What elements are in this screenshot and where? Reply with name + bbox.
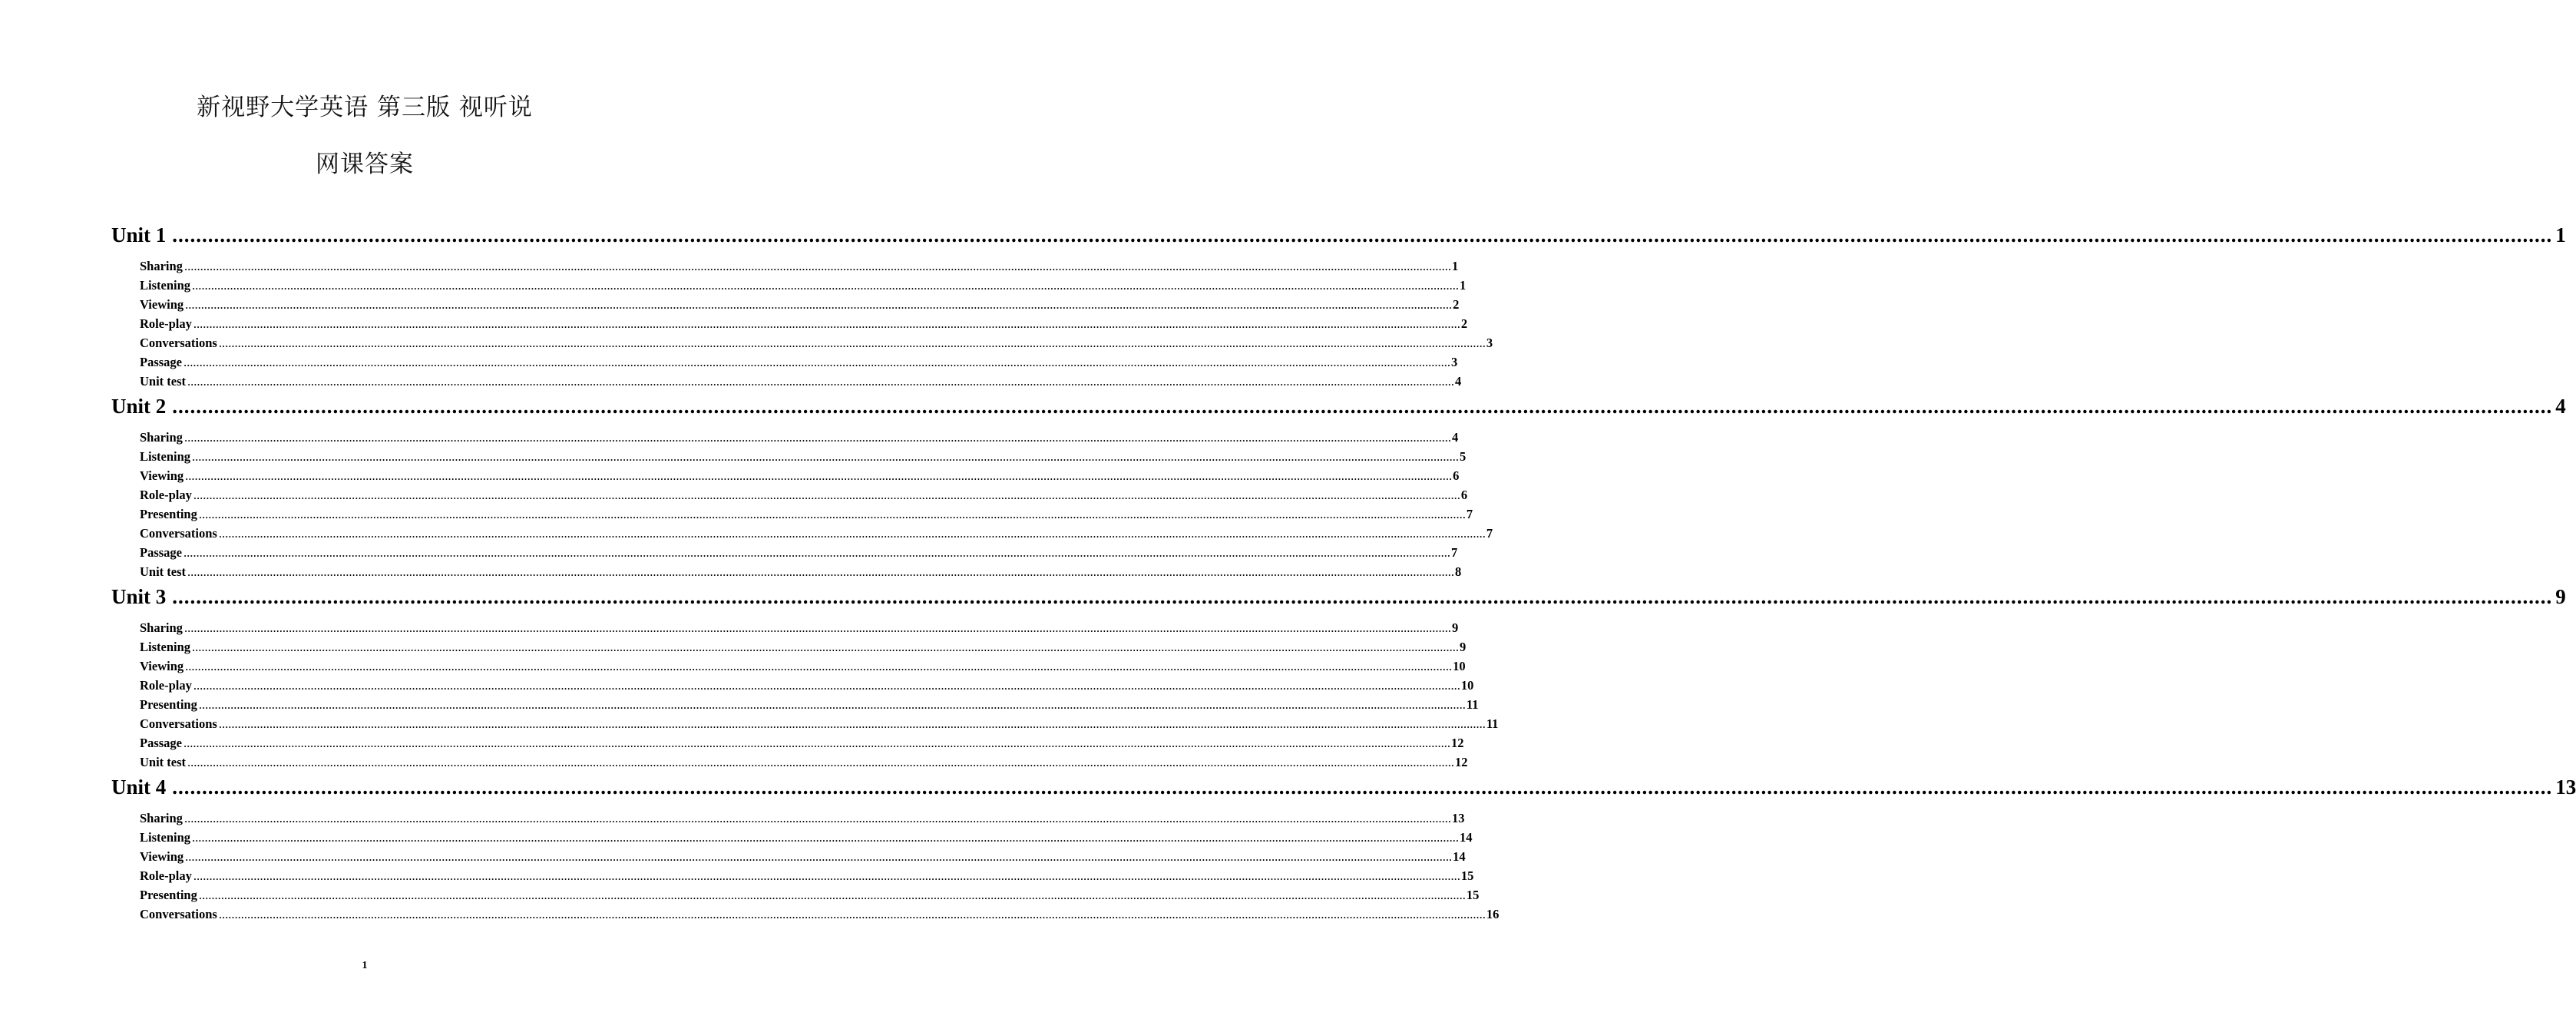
dot-leader: ................................................................................................................................................................................................................................................................................................................................................................................................................ bbox=[192, 278, 1460, 293]
dot-leader: ................................................................................................................................................................................................................................................................................................................................................................................................................ bbox=[184, 620, 1451, 635]
toc-section-label: Presenting bbox=[140, 507, 197, 521]
toc-section-label: Viewing bbox=[140, 849, 184, 864]
dot-leader: ................................................................................................................................................................................................................................................................................................................................................................................................................ bbox=[184, 259, 1451, 273]
toc-section-label: Viewing bbox=[140, 659, 184, 673]
document-title: 新视野大学英语 第三版 视听说 bbox=[197, 94, 533, 121]
toc-section-entry[interactable] bbox=[140, 885, 1480, 905]
dot-leader: ................................................................................................................................................................................................................................................................................................................................................................................................................ bbox=[218, 716, 1486, 731]
dot-leader: ................................................................................................................................................................................................................................................................................................................................................................................................................ bbox=[185, 659, 1453, 673]
toc-section-entry[interactable] bbox=[140, 752, 1468, 772]
toc-section-page: 2 bbox=[1460, 316, 1468, 331]
toc-section-entry[interactable] bbox=[140, 809, 1465, 828]
toc-section-page: 10 bbox=[1453, 659, 1466, 673]
toc-section-label: Unit test bbox=[140, 374, 187, 389]
toc-section-page: 14 bbox=[1460, 830, 1473, 845]
toc-section-label: Viewing bbox=[140, 468, 184, 483]
toc-section-page: 2 bbox=[1453, 297, 1460, 312]
toc-section-page: 3 bbox=[1451, 355, 1458, 369]
toc-section-page: 15 bbox=[1460, 868, 1474, 883]
toc-section-label: Conversations bbox=[140, 907, 217, 921]
toc-section-page: 6 bbox=[1460, 488, 1468, 502]
document-subtitle: 网课答案 bbox=[316, 150, 414, 178]
unit-spacer bbox=[111, 422, 620, 428]
dot-leader: ................................................................................................................................................................................................................................................................................................................................................................................................................ bbox=[192, 640, 1460, 654]
toc-section-page: 11 bbox=[1466, 697, 1479, 712]
toc-unit-label: Unit 4 bbox=[111, 776, 167, 799]
toc-unit-page: 13 bbox=[2555, 776, 2576, 799]
toc-section-entry[interactable] bbox=[140, 352, 1458, 372]
toc-section-entry[interactable] bbox=[140, 657, 1466, 676]
toc-section-page: 16 bbox=[1486, 907, 1500, 921]
toc-section-entry[interactable] bbox=[140, 276, 1467, 295]
toc-section-label: Role-play bbox=[140, 316, 192, 331]
toc-section-page: 7 bbox=[1486, 526, 1493, 541]
dot-leader: ................................................................................................................................................................................................................................................................................................................................................................................................................ bbox=[185, 468, 1453, 483]
dot-leader: ................................................................................................................................................................................................................................................................................................................................................................................................................ bbox=[198, 697, 1466, 712]
toc-section-entry[interactable] bbox=[140, 524, 1493, 543]
toc-section-page: 9 bbox=[1460, 640, 1467, 654]
unit-spacer bbox=[111, 802, 620, 809]
toc-unit-page: 1 bbox=[2555, 223, 2566, 246]
dot-leader: ................................................................................................................................................................................................................................................................................................................................................................................................................ bbox=[192, 830, 1460, 845]
toc-section-page: 1 bbox=[1451, 259, 1459, 273]
toc-section-entry[interactable] bbox=[140, 256, 1459, 276]
toc-section-label: Role-play bbox=[140, 488, 192, 502]
toc-section-label: Presenting bbox=[140, 888, 197, 902]
toc-section-entry[interactable] bbox=[140, 714, 1499, 733]
toc-section-label: Passage bbox=[140, 736, 182, 750]
toc-section-label: Passage bbox=[140, 355, 182, 369]
toc-section-page: 7 bbox=[1451, 545, 1458, 560]
toc-section-page: 12 bbox=[1455, 755, 1468, 769]
toc-unit-page: 4 bbox=[2555, 395, 2566, 418]
toc-section-page: 15 bbox=[1466, 888, 1480, 902]
toc-section-label: Conversations bbox=[140, 716, 217, 731]
toc-section-page: 13 bbox=[1451, 811, 1465, 825]
toc-section-entry[interactable] bbox=[140, 637, 1467, 657]
dot-leader: ................................................................................................................................................................................................................................................................................................................................................................................................................ bbox=[192, 449, 1460, 464]
toc-section-page: 9 bbox=[1451, 620, 1459, 635]
dot-leader: ................................................................................................................................................................................................................................................................................................................................................................................................................ bbox=[185, 297, 1453, 312]
dot-leader: ................................................................................................................................................................................................................................................................................................................................................................................................................ bbox=[218, 526, 1486, 541]
toc-section-page: 1 bbox=[1460, 278, 1467, 293]
toc-section-label: Unit test bbox=[140, 755, 187, 769]
toc-section-label: Sharing bbox=[140, 259, 183, 273]
toc-section-page: 8 bbox=[1455, 564, 1462, 579]
toc-unit-label: Unit 2 bbox=[111, 395, 167, 418]
toc-section-entry[interactable] bbox=[140, 372, 1462, 391]
dot-leader: ................................................................................................................................................................................................................................................................................................................................................................................................................ bbox=[218, 336, 1486, 350]
toc-section-entry[interactable] bbox=[140, 314, 1468, 333]
toc-section-label: Conversations bbox=[140, 336, 217, 350]
dot-leader: ................................................................................................................................................................................................................................................................................................................................................................................................................ bbox=[187, 564, 1455, 579]
dot-leader: ................................................................................................................................................................................................................................................................................................................................................................................................................ bbox=[172, 395, 2553, 418]
toc-section-label: Role-play bbox=[140, 678, 192, 693]
toc-section-page: 11 bbox=[1486, 716, 1499, 731]
toc-section-page: 7 bbox=[1466, 507, 1473, 521]
toc-section-entry[interactable] bbox=[140, 562, 1462, 581]
dot-leader: ................................................................................................................................................................................................................................................................................................................................................................................................................ bbox=[172, 776, 2553, 799]
toc-section-page: 4 bbox=[1455, 374, 1462, 389]
toc-section-label: Sharing bbox=[140, 620, 183, 635]
toc-unit-entry[interactable] bbox=[111, 220, 2566, 250]
table-of-contents bbox=[111, 220, 2576, 924]
dot-leader: ................................................................................................................................................................................................................................................................................................................................................................................................................ bbox=[184, 355, 1450, 369]
toc-unit-label: Unit 3 bbox=[111, 585, 167, 608]
toc-section-entry[interactable] bbox=[140, 676, 1474, 695]
dot-leader: ................................................................................................................................................................................................................................................................................................................................................................................................................ bbox=[184, 811, 1451, 825]
toc-section-label: Viewing bbox=[140, 297, 184, 312]
page-number: 1 bbox=[362, 960, 368, 971]
toc-section-label: Listening bbox=[140, 449, 191, 464]
dot-leader: ................................................................................................................................................................................................................................................................................................................................................................................................................ bbox=[193, 488, 1460, 502]
toc-unit-page: 9 bbox=[2555, 585, 2566, 608]
toc-section-label: Presenting bbox=[140, 697, 197, 712]
toc-unit-entry[interactable] bbox=[111, 772, 2576, 802]
toc-unit-entry[interactable] bbox=[111, 391, 2566, 422]
toc-section-label: Sharing bbox=[140, 430, 183, 445]
toc-section-entry[interactable] bbox=[140, 333, 1493, 352]
toc-section-page: 14 bbox=[1453, 849, 1466, 864]
toc-section-entry[interactable] bbox=[140, 428, 1459, 447]
toc-section-entry[interactable] bbox=[140, 618, 1459, 637]
dot-leader: ................................................................................................................................................................................................................................................................................................................................................................................................................ bbox=[193, 678, 1460, 693]
dot-leader: ................................................................................................................................................................................................................................................................................................................................................................................................................ bbox=[198, 507, 1466, 521]
dot-leader: ................................................................................................................................................................................................................................................................................................................................................................................................................ bbox=[184, 545, 1450, 560]
toc-section-entry[interactable] bbox=[140, 466, 1460, 485]
toc-section-label: Listening bbox=[140, 278, 191, 293]
toc-section-entry[interactable] bbox=[140, 828, 1473, 847]
dot-leader: ................................................................................................................................................................................................................................................................................................................................................................................................................ bbox=[172, 223, 2553, 246]
toc-section-label: Passage bbox=[140, 545, 182, 560]
toc-section-entry[interactable] bbox=[140, 485, 1468, 504]
toc-section-label: Role-play bbox=[140, 868, 192, 883]
dot-leader: ................................................................................................................................................................................................................................................................................................................................................................................................................ bbox=[184, 736, 1450, 750]
toc-section-page: 12 bbox=[1451, 736, 1464, 750]
toc-section-entry[interactable] bbox=[140, 447, 1467, 466]
unit-spacer bbox=[111, 250, 620, 256]
dot-leader: ................................................................................................................................................................................................................................................................................................................................................................................................................ bbox=[193, 868, 1460, 883]
dot-leader: ................................................................................................................................................................................................................................................................................................................................................................................................................ bbox=[193, 316, 1460, 331]
toc-unit-label: Unit 1 bbox=[111, 223, 167, 246]
toc-section-page: 4 bbox=[1451, 430, 1459, 445]
toc-section-entry[interactable] bbox=[140, 847, 1466, 866]
toc-section-label: Sharing bbox=[140, 811, 183, 825]
dot-leader: ................................................................................................................................................................................................................................................................................................................................................................................................................ bbox=[184, 430, 1451, 445]
toc-section-label: Conversations bbox=[140, 526, 217, 541]
toc-section-entry[interactable] bbox=[140, 866, 1474, 885]
toc-section-label: Listening bbox=[140, 830, 191, 845]
toc-section-entry[interactable] bbox=[140, 295, 1460, 314]
dot-leader: ................................................................................................................................................................................................................................................................................................................................................................................................................ bbox=[185, 849, 1453, 864]
dot-leader: ................................................................................................................................................................................................................................................................................................................................................................................................................ bbox=[218, 907, 1486, 921]
dot-leader: ................................................................................................................................................................................................................................................................................................................................................................................................................ bbox=[198, 888, 1466, 902]
unit-spacer bbox=[111, 612, 620, 618]
toc-section-label: Unit test bbox=[140, 564, 187, 579]
toc-section-entry[interactable] bbox=[140, 504, 1473, 524]
toc-section-entry[interactable] bbox=[140, 733, 1464, 752]
dot-leader: ................................................................................................................................................................................................................................................................................................................................................................................................................ bbox=[187, 755, 1455, 769]
toc-section-page: 5 bbox=[1460, 449, 1467, 464]
dot-leader: ................................................................................................................................................................................................................................................................................................................................................................................................................ bbox=[187, 374, 1455, 389]
toc-section-entry[interactable] bbox=[140, 543, 1458, 562]
toc-section-label: Listening bbox=[140, 640, 191, 654]
toc-unit-entry[interactable] bbox=[111, 581, 2566, 612]
toc-section-entry[interactable] bbox=[140, 905, 1500, 924]
toc-section-page: 3 bbox=[1486, 336, 1493, 350]
dot-leader: ................................................................................................................................................................................................................................................................................................................................................................................................................ bbox=[172, 585, 2553, 608]
toc-section-page: 6 bbox=[1453, 468, 1460, 483]
toc-section-page: 10 bbox=[1460, 678, 1474, 693]
toc-section-entry[interactable] bbox=[140, 695, 1479, 714]
